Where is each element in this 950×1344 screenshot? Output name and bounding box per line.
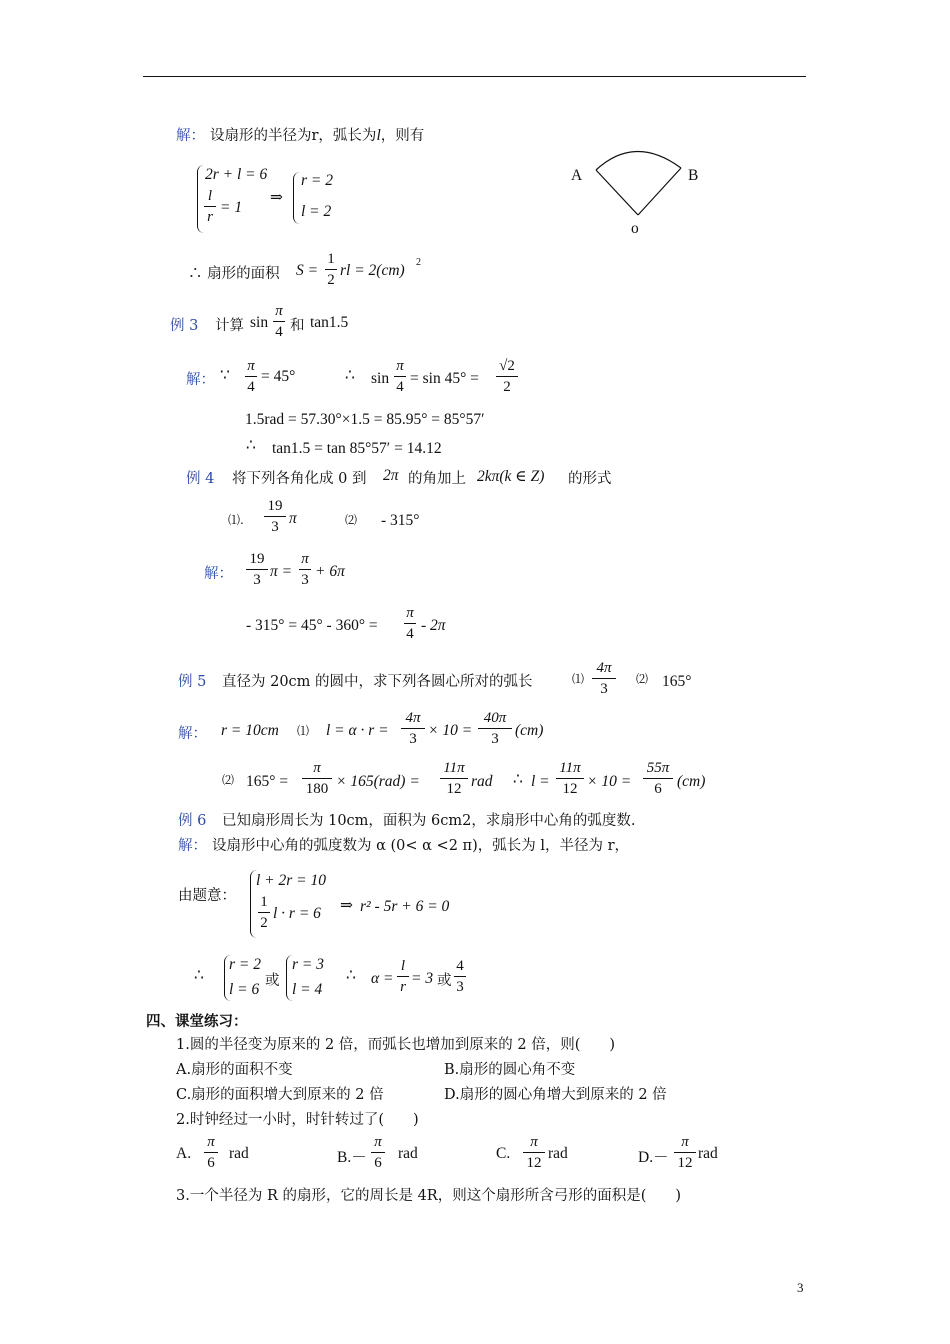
area-sup: 2 xyxy=(416,257,421,268)
quadratic-equation: r² - 5r + 6 = 0 xyxy=(360,898,450,915)
question1-option-a: A.扇形的面积不变 xyxy=(176,1062,293,1078)
rad-unit: rad xyxy=(471,773,493,790)
ex6-eq1: l + 2r = 10 xyxy=(256,872,327,889)
example5-p2-value: 165° xyxy=(662,673,692,690)
rad-result-fraction: 11π 12 xyxy=(440,760,468,798)
pi-over-4-fraction: π 4 xyxy=(245,358,257,396)
area-prefix: ∴ 扇形的面积 xyxy=(188,266,280,282)
example3-and: 和 xyxy=(290,318,305,334)
sin-fraction: π 4 xyxy=(394,358,406,396)
arc-unit: (cm) xyxy=(515,722,544,739)
deg-to-rad-multiply: × 165(rad) = xyxy=(336,773,420,790)
because-symbol: ∵ xyxy=(220,367,230,384)
sector-arc xyxy=(596,151,681,170)
sin-word: sin xyxy=(371,370,390,387)
radius-equation: r = 10cm xyxy=(221,722,279,739)
problem1-label: ⑴. xyxy=(228,513,244,527)
problem2-label: ⑵ xyxy=(345,513,358,527)
question2-option-b-unit: rad xyxy=(398,1145,418,1162)
arc-fraction-b: 40π 3 xyxy=(478,710,512,748)
question2-option-d-fraction: π 12 xyxy=(674,1134,696,1172)
example4-text-a: 将下列各角化成 0 到 xyxy=(232,471,367,487)
solution-label: 解： xyxy=(176,128,205,144)
page-number: 3 xyxy=(797,1280,804,1295)
example5-label: 例 5 xyxy=(178,674,207,690)
arc-length-formula: l = α · r = xyxy=(326,722,389,739)
alpha-eq: α = xyxy=(371,970,394,987)
example5-solution-label: 解： xyxy=(178,726,207,742)
or-word: 或 xyxy=(265,973,280,989)
question1-option-b: B.扇形的圆心角不变 xyxy=(444,1062,576,1078)
therefore-symbol: ∴ xyxy=(345,367,355,384)
question2-option-b-fraction: π 6 xyxy=(371,1134,385,1172)
solution-text: 设扇形的半径为r，弧长为l，则有 xyxy=(210,127,425,144)
or-word-2: 或 xyxy=(437,973,452,989)
example4-label: 例 4 xyxy=(186,471,215,487)
solution-set1-l: l = 6 xyxy=(229,981,260,998)
result-r: r = 2 xyxy=(301,172,333,189)
solution1-mid: π = xyxy=(270,563,293,580)
solution1-tail: + 6π xyxy=(315,563,345,580)
sqrt2-fraction: √2 2 xyxy=(496,358,518,396)
alpha-fraction: l r xyxy=(397,958,409,996)
question2-option-b-label: B.－ xyxy=(337,1149,367,1166)
example3-tan: tan1.5 xyxy=(310,314,349,331)
example5-p2-label: ⑵ xyxy=(636,672,649,686)
arc2-unit: (cm) xyxy=(677,773,706,790)
tan-result: tan1.5 = tan 85°57′ = 14.12 xyxy=(272,440,442,457)
system-eq1: 2r + l = 6 xyxy=(205,166,268,183)
example4-solution-label: 解： xyxy=(204,566,233,582)
question2-option-c-label: C. xyxy=(496,1145,511,1162)
example3-fraction: π 4 xyxy=(273,303,285,341)
sin45-equation: = sin 45° = xyxy=(410,370,479,387)
question2-option-c-fraction: π 12 xyxy=(523,1134,545,1172)
question2-option-c-unit: rad xyxy=(548,1145,568,1162)
solution-set1-r: r = 2 xyxy=(229,956,261,973)
question2: 2.时钟经过一小时，时针转过了( ) xyxy=(176,1112,419,1128)
example3-solution-label: 解： xyxy=(186,372,215,388)
sector-radius-a xyxy=(596,170,638,215)
point-a-label: A xyxy=(571,167,583,184)
arc2-fraction-a: 11π 12 xyxy=(556,760,584,798)
therefore-symbol-5: ∴ xyxy=(346,967,356,984)
sector-diagram xyxy=(560,140,720,240)
arc-fraction-a: 4π 3 xyxy=(401,710,425,748)
solution1-fraction: 19 3 xyxy=(246,551,268,589)
question2-option-a-unit: rad xyxy=(229,1145,249,1162)
solution2-tail: - 2π xyxy=(421,617,446,634)
example3-sin: sin xyxy=(250,314,269,331)
therefore-symbol-2: ∴ xyxy=(246,437,256,454)
example6-label: 例 6 xyxy=(178,813,207,829)
deg-to-rad-fraction: π 180 xyxy=(302,760,332,798)
area-rest: rl = 2(cm) xyxy=(340,262,405,279)
area-half-fraction: 1 2 xyxy=(325,251,337,289)
arc2-multiply: × 10 = xyxy=(587,773,632,790)
result-brace xyxy=(293,172,300,224)
point-o-label: o xyxy=(631,220,639,237)
question1-option-c: C.扇形的面积增大到原来的 2 倍 xyxy=(176,1087,384,1103)
header-rule xyxy=(143,76,806,77)
question2-option-a-fraction: π 6 xyxy=(204,1134,218,1172)
system-eq2-rhs: = 1 xyxy=(220,199,243,216)
solution-set2-l: l = 4 xyxy=(292,981,323,998)
solution-set2-r: r = 3 xyxy=(292,956,324,973)
solution2-deg: 165° = xyxy=(246,773,289,790)
example3-label: 例 3 xyxy=(170,318,199,334)
question3: 3.一个半径为 R 的扇形，它的周长是 4R，则这个扇形所含弓形的面积是( ) xyxy=(176,1188,682,1204)
solution1-fraction-2: π 3 xyxy=(299,551,311,589)
problem1-fraction: 19 3 xyxy=(264,498,286,536)
arc-l-eq: l = xyxy=(531,773,550,790)
example3-text: 计算 xyxy=(215,318,244,334)
alpha-alt-fraction: 4 3 xyxy=(454,958,466,996)
solution2-label: ⑵ xyxy=(222,773,235,787)
example6-text: 已知扇形周长为 10cm，面积为 6cm2，求扇形中心角的弧度数. xyxy=(222,813,636,829)
question1-option-d: D.扇形的圆心角增大到原来的 2 倍 xyxy=(444,1087,667,1103)
given-label: 由题意： xyxy=(178,888,236,904)
solution2-left: - 315° = 45° - 360° = xyxy=(246,617,378,634)
problem1-pi: π xyxy=(289,510,297,527)
problem2-value: - 315° xyxy=(381,512,420,529)
implies-symbol: ⇒ xyxy=(270,189,283,206)
arc-multiply: × 10 = xyxy=(428,722,473,739)
example4-text-c: 的形式 xyxy=(568,471,612,487)
point-b-label: B xyxy=(688,167,699,184)
ex6-eq2-rest: l · r = 6 xyxy=(273,905,321,922)
ex6-half-fraction: 1 2 xyxy=(258,894,270,932)
therefore-symbol-3: ∴ xyxy=(513,771,523,788)
example5-p1-fraction: 4π 3 xyxy=(592,660,616,698)
system-eq2-fraction: l r xyxy=(204,188,216,226)
alpha-value: = 3 xyxy=(411,970,434,987)
example6-solution-label: 解： xyxy=(178,838,207,854)
example5-text: 直径为 20cm 的圆中，求下列各圆心所对的弧长 xyxy=(222,674,533,690)
example4-two-pi: 2π xyxy=(383,467,399,484)
arc2-fraction-b: 55π 6 xyxy=(643,760,673,798)
example4-formula: 2kπ(k ∈ Z) xyxy=(477,468,545,485)
radian-conversion: 1.5rad = 57.30°×1.5 = 85.95° = 85°57′ xyxy=(245,411,485,428)
sector-radius-b xyxy=(638,168,681,215)
question1: 1.圆的半径变为原来的 2 倍，而弧长也增加到原来的 2 倍，则( ) xyxy=(176,1037,616,1053)
ex6-implies: ⇒ xyxy=(340,897,353,914)
result-l: l = 2 xyxy=(301,203,332,220)
practice-heading: 四、课堂练习： xyxy=(146,1013,248,1030)
solution1-label: ⑴ xyxy=(297,724,310,738)
system-brace xyxy=(197,165,204,233)
example4-text-b: 的角加上 xyxy=(408,471,466,487)
area-S: S = xyxy=(296,262,319,279)
question2-option-d-unit: rad xyxy=(698,1145,718,1162)
solution2-fraction: π 4 xyxy=(404,605,416,643)
example5-p1-label: ⑴ xyxy=(572,672,585,686)
question2-option-d-label: D.－ xyxy=(638,1149,669,1166)
example6-solution-text: 设扇形中心角的弧度数为 α (0< α <2 π)，弧长为 l，半径为 r， xyxy=(212,838,630,854)
therefore-symbol-4: ∴ xyxy=(194,967,204,984)
eq-45: = 45° xyxy=(261,368,296,385)
question2-option-a-label: A. xyxy=(176,1145,192,1162)
